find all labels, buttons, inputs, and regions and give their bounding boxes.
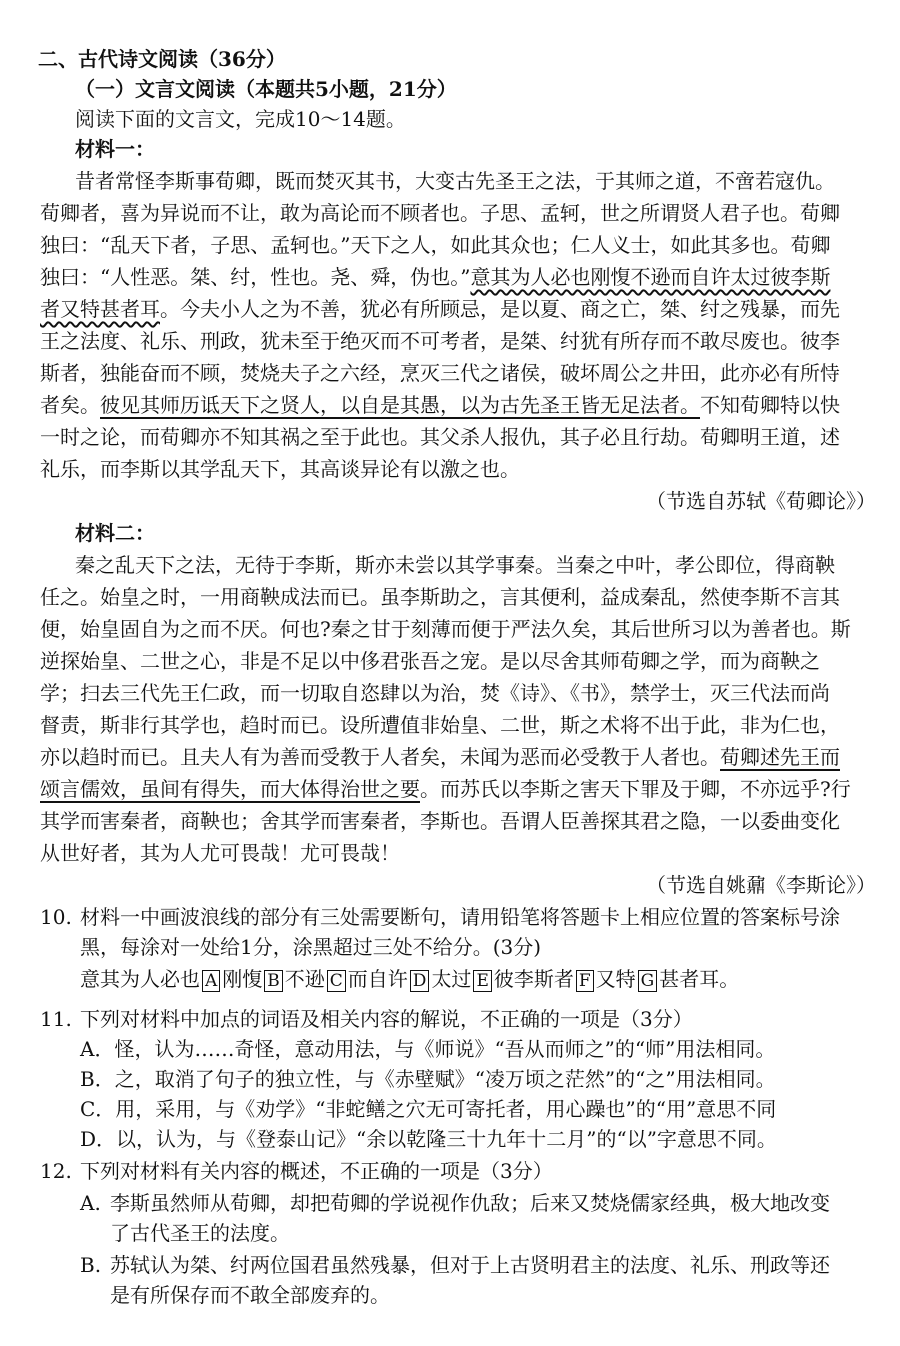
material1-text: 独曰：“人性恶。桀、纣，性也。尧、舜，伪也。” — [40, 265, 471, 289]
q10-number: 10. — [40, 905, 72, 929]
q11-stem: 下列对材料中加点的词语及相关内容的解说，不正确的一项是（3分） — [80, 1007, 693, 1031]
section-heading: 二、古代诗文阅读（36分） — [38, 47, 286, 71]
material2-text: 。而苏氏以李斯之害天下罪及于卿，不亦远乎?行 — [420, 777, 851, 801]
q10-sentence — [80, 964, 739, 994]
q11-option-c[interactable]: C．用，采用，与《劝学》“非蛇鳝之穴无可寄托者，用心躁也”的“用”意思不同 — [80, 1097, 777, 1121]
material2-line: 从世好者，其为人尤可畏哉！尤可畏哉！ — [40, 841, 400, 865]
material2-line-with-underline — [40, 742, 881, 772]
q10-segment: 而自许 — [347, 967, 408, 991]
material1-line: 独曰：“乱天下者，子思、孟轲也。”天下之人，如此其众也；仁人义士，如此其多也。荀卿 — [40, 233, 831, 257]
q10-segment: 彼李斯者 — [493, 967, 574, 991]
material2-line: 学；扫去三代先王仁政，而一切取自恣肆以为治，焚《诗》、《书》，禁学士，灭三代法而尚 — [40, 681, 830, 705]
underlined-text: 彼见其师历诋天下之贤人，以自是其愚，以为古先圣王皆无足法者。 — [100, 393, 700, 417]
wavy-underlined-text: 意其为人必也刚愎不逊而自许太过彼李斯 — [470, 265, 831, 289]
material2-line: 任之。始皇之时，一用商鞅成法而已。虽李斯助之，言其便利，益成秦乱，然使李斯不言其 — [40, 585, 840, 609]
material1-line-with-wavy — [40, 262, 881, 292]
q12-option-a-label[interactable]: A. — [80, 1191, 101, 1215]
subsection-heading: （一）文言文阅读（本题共5小题，21分） — [75, 77, 457, 101]
q11-option-d[interactable]: D．以，认为，与《登泰山记》“余以乾隆三十九年十二月”的“以”字意思不同。 — [80, 1127, 777, 1151]
reading-instruction: 阅读下面的文言文，完成10～14题。 — [75, 107, 406, 131]
material1-line: 礼乐，而李斯以其学乱天下，其高谈异论有以激之也。 — [40, 457, 520, 481]
material2-source: （节选自姚鼐《李斯论》） — [646, 873, 876, 897]
answer-box-a[interactable]: A — [202, 970, 220, 992]
material1-text: 。今夫小人之为不善，犹必有所顾忌，是以夏、商之亡，桀、纣之残暴，而先 — [160, 297, 840, 321]
material1-line: 荀卿者，喜为异说而不让，敢为高论而不顾者也。子思、孟轲，世之所谓贤人君子也。荀卿 — [40, 201, 840, 225]
q10-segment: 刚愎 — [222, 967, 263, 991]
material1-label: 材料一： — [75, 137, 155, 161]
material1-text: 者矣。 — [40, 393, 100, 417]
material2-text: 亦以趋时而已。且夫人有为善而受教于人者矣，未闻为恶而必受教于人者也。 — [40, 745, 720, 769]
material1-text: 不知荀卿特以快 — [700, 393, 840, 417]
q12-option-a-text[interactable]: 了古代圣王的法度。 — [110, 1221, 290, 1245]
material1-line: 王之法度、礼乐、刑政，犹未至于绝灭而不可考者，是桀、纣犹有所存而不敢尽废也。彼李 — [40, 329, 840, 353]
material2-line: 便，始皇固自为之而不厌。何也?秦之甘于刻薄而便于严法久矣，其后世所习以为善者也。斯 — [40, 617, 851, 641]
material1-line: 斯者，独能奋而不顾，焚烧夫子之六经，烹灭三代之诸侯，破坏周公之井田，此亦必有所恃 — [40, 361, 840, 385]
q10-stem: 黑，每涂对一处给1分，涂黑超过三处不给分。(3分) — [80, 935, 542, 959]
material2-label: 材料二： — [75, 521, 155, 545]
q10-segment: 又特 — [595, 967, 636, 991]
answer-box-g[interactable]: G — [638, 970, 658, 992]
q12-option-a-text[interactable]: 李斯虽然师从荀卿，却把荀卿的学说视作仇敌；后来又焚烧儒家经典，极大地改变 — [110, 1191, 830, 1215]
q10-segment: 甚者耳。 — [659, 967, 740, 991]
q12-stem: 下列对材料有关内容的概述，不正确的一项是（3分） — [80, 1159, 553, 1183]
answer-box-e[interactable]: E — [473, 970, 491, 992]
wavy-underlined-text: 者又特甚者耳 — [40, 297, 160, 321]
material1-line-with-wavy — [40, 294, 881, 324]
q12-option-b-text[interactable]: 是有所保存而不敢全部废弃的。 — [110, 1283, 390, 1307]
q10-stem: 材料一中画波浪线的部分有三处需要断句，请用铅笔将答题卡上相应位置的答案标号涂 — [80, 905, 840, 929]
underlined-text: 荀卿述先王而 — [720, 745, 840, 769]
material2-line: 逆探始皇、二世之心，非是不足以中侈君张吾之宠。是以尽舍其师荀卿之学，而为商鞅之 — [40, 649, 820, 673]
material1-line: 昔者常怪李斯事荀卿，既而焚灭其书，大变古先圣王之法，于其师之道，不啻若寇仇。 — [75, 169, 835, 193]
answer-box-d[interactable]: D — [410, 970, 430, 992]
q12-option-b-text[interactable]: 苏轼认为桀、纣两位国君虽然残暴，但对于上古贤明君主的法度、礼乐、刑政等还 — [110, 1253, 830, 1277]
q10-segment: 不逊 — [284, 967, 325, 991]
material1-line-with-underline — [40, 390, 881, 420]
q11-option-b[interactable]: B．之，取消了句子的独立性，与《赤壁赋》“凌万顷之茫然”的“之”用法相同。 — [80, 1067, 776, 1091]
material2-line-with-underline — [40, 774, 881, 804]
underlined-text: 颂言儒效，虽间有得失，而大体得治世之要 — [40, 777, 420, 801]
answer-box-b[interactable]: B — [264, 970, 283, 992]
material2-line: 督责，斯非行其学也，趋时而已。设所遭值非始皇、二世，斯之术将不出于此，非为仁也， — [40, 713, 840, 737]
material1-line: 一时之论，而荀卿亦不知其祸之至于此也。其父杀人报仇，其子必且行劫。荀卿明王道，述 — [40, 425, 840, 449]
material2-line: 秦之乱天下之法，无待于李斯，斯亦未尝以其学事秦。当秦之中叶，孝公即位，得商鞅 — [75, 553, 835, 577]
q11-number: 11. — [40, 1007, 72, 1031]
q11-option-a[interactable]: A．怪，认为……奇怪，意动用法，与《师说》“吾从而师之”的“师”用法相同。 — [80, 1037, 776, 1061]
answer-box-f[interactable]: F — [576, 970, 594, 992]
q12-number: 12. — [40, 1159, 72, 1183]
q10-segment: 意其为人必也 — [80, 967, 200, 991]
answer-box-c[interactable]: C — [327, 970, 346, 992]
material2-line: 其学而害秦者，商鞅也；舍其学而害秦者，李斯也。吾谓人臣善探其君之隐，一以委曲变化 — [40, 809, 840, 833]
q10-segment: 太过 — [431, 967, 472, 991]
material1-source: （节选自苏轼《荀卿论》） — [646, 489, 876, 513]
q12-option-b-label[interactable]: B. — [80, 1253, 102, 1277]
